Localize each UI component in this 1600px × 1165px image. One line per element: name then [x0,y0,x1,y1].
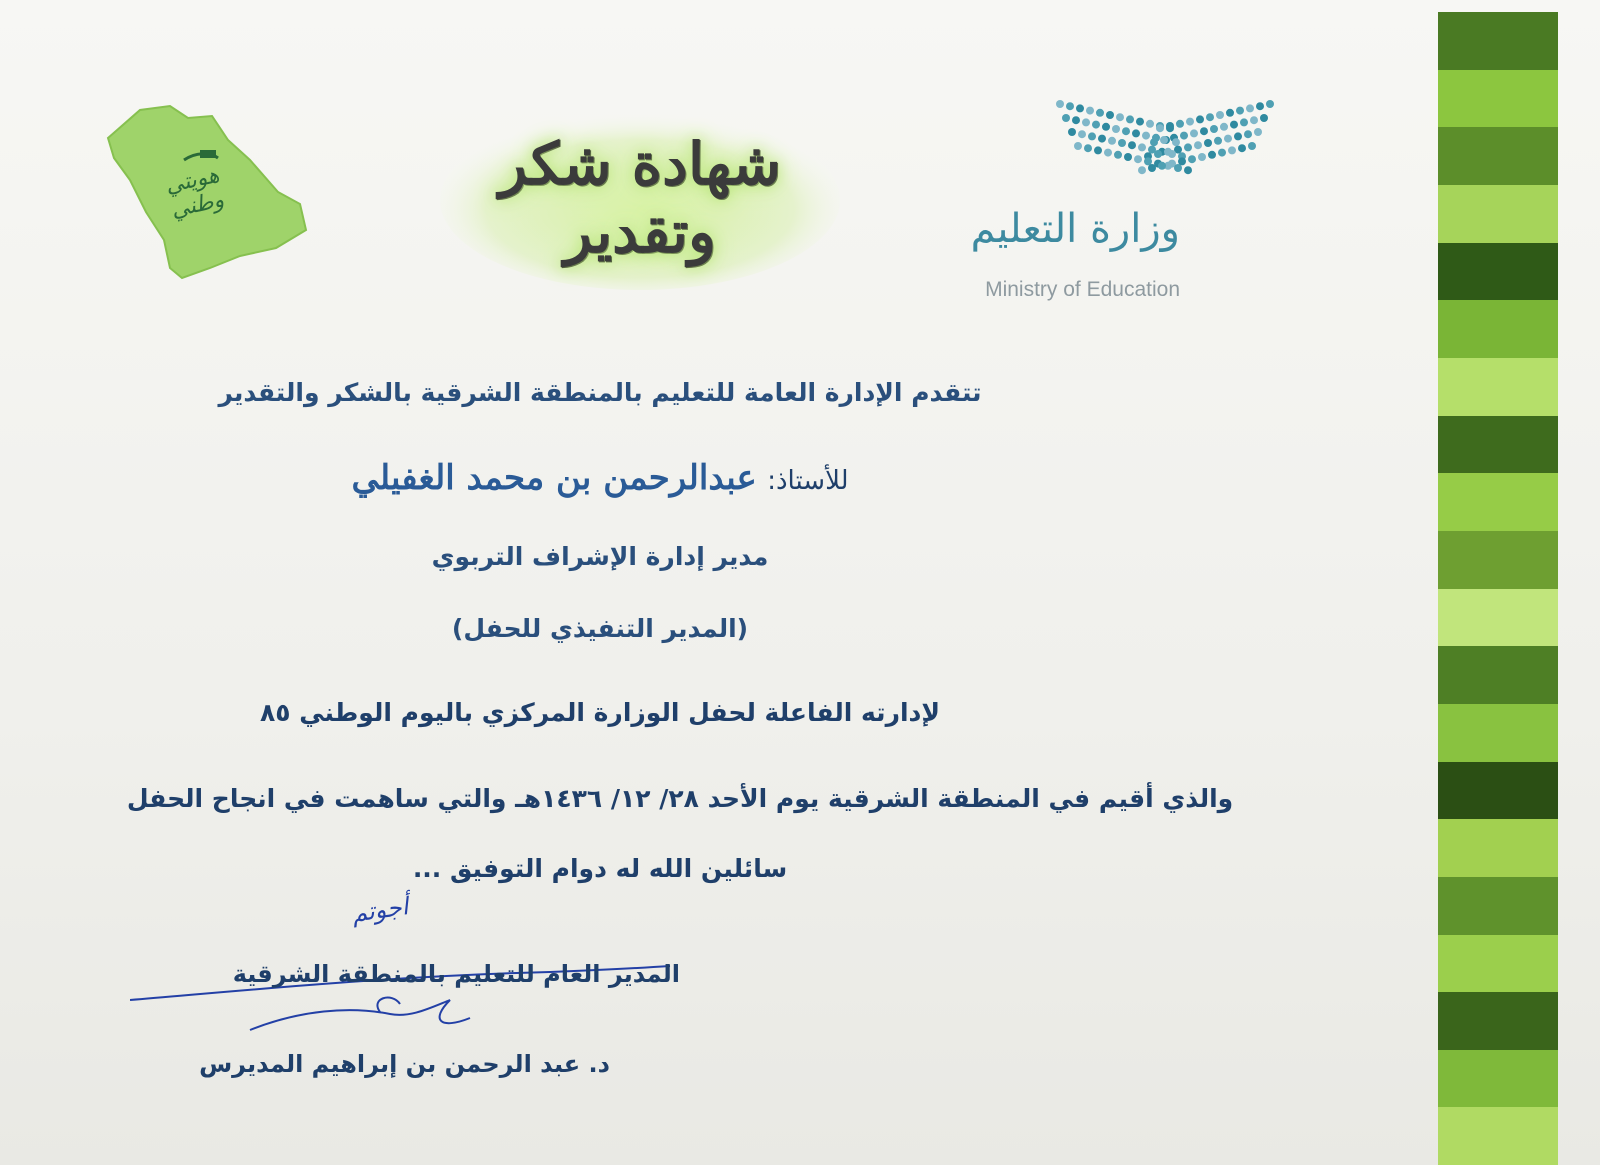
stripe-block [1438,531,1558,589]
stripe-block [1438,185,1558,243]
stripe-block [1438,589,1558,647]
stripe-block [1438,992,1558,1050]
intro-line: تتقدم الإدارة العامة للتعليم بالمنطقة الشرقية بالشكر والتقدير [218,378,982,407]
stripe-block [1438,127,1558,185]
stripe-block [1438,762,1558,820]
stripe-block [1438,70,1558,128]
stripe-block [1438,358,1558,416]
signatory-title: المدير العام للتعليم بالمنطقة الشرقية [232,960,680,988]
stripe-block [1438,300,1558,358]
certificate-title: شهادة شكر وتقدير [498,130,782,266]
emblem-slogan: هويتي وطني [163,162,227,223]
stripe-block [1438,416,1558,474]
stripe-block [1438,1050,1558,1108]
stripe-block [1438,704,1558,762]
recipient-label: للأستاذ: [767,466,849,496]
ministry-name-english: Ministry of Education [985,278,1180,301]
recognition-reason: لإدارته الفاعلة لحفل الوزارة المركزي باليوم الوطني ٨٥ [260,698,940,727]
stripe-block [1438,12,1558,70]
stripe-block [1438,935,1558,993]
ministry-name-arabic: وزارة التعليم [970,206,1180,252]
recipient-row [100,458,1100,498]
stripe-block [1438,877,1558,935]
stripe-block [1438,243,1558,301]
stripe-block [1438,819,1558,877]
signatory-name: د. عبد الرحمن بن إبراهيم المديرس [199,1050,610,1078]
stripe-block [1438,473,1558,531]
recipient-name: عبدالرحمن بن محمد الغفيلي [351,458,757,498]
event-detail: والذي أقيم في المنطقة الشرقية يوم الأحد ٢٨/ ١٢/ ١٤٣٦هـ والتي ساهمت في انجاح الحفل [126,784,1234,813]
recipient-role: (المدير التنفيذي للحفل) [451,614,749,643]
recipient-position: مدير إدارة الإشراف التربوي [431,542,769,571]
decorative-green-stripe [1438,12,1558,1165]
handwritten-note: أجوتم [350,892,410,928]
stripe-block [1438,646,1558,704]
closing-line: سائلين الله له دوام التوفيق ... [412,854,788,883]
stripe-block [1438,1107,1558,1165]
